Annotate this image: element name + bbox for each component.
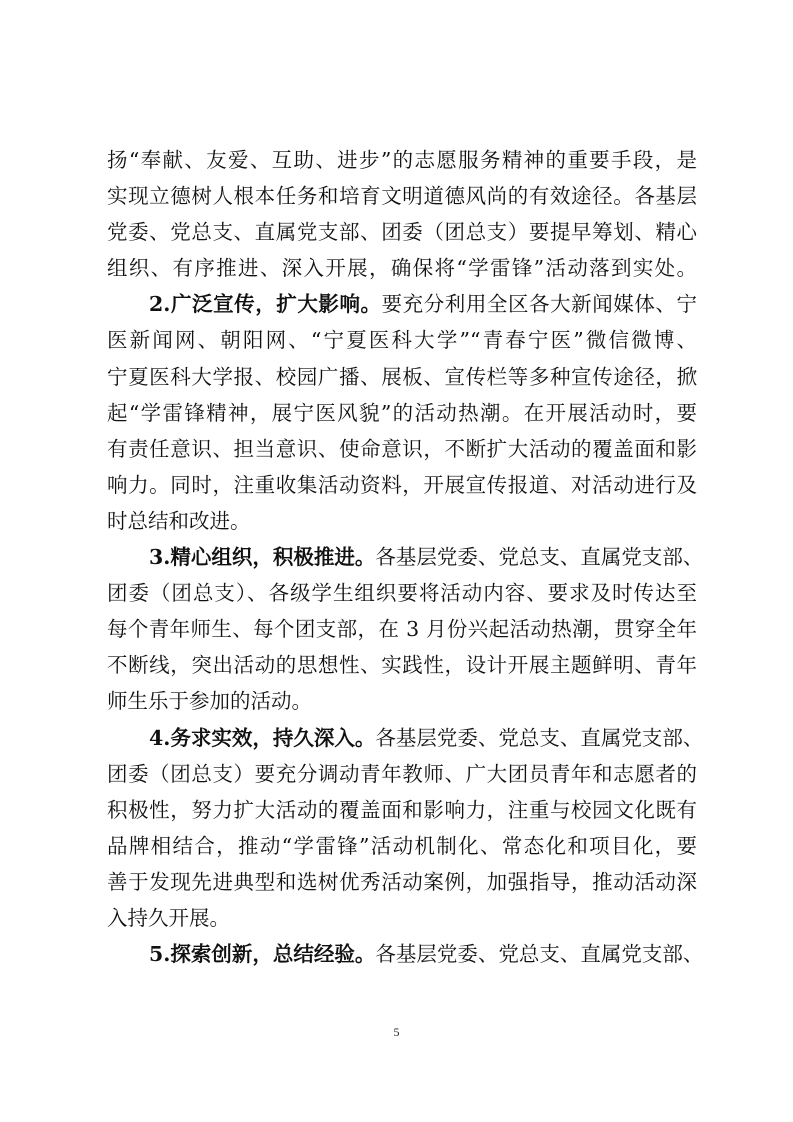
- line-text: 医新闻网、朝阳网、“宁夏医科大学”“青春宁医”微信微博、: [107, 328, 697, 353]
- text-line: [107, 178, 697, 214]
- line-text: 积极性，努力扩大活动的覆盖面和影响力，注重与校园文化既有: [107, 797, 697, 822]
- paragraph-5: [107, 936, 704, 972]
- page-number: 5: [393, 1025, 400, 1039]
- text-line: [107, 647, 697, 683]
- text-line: [107, 720, 704, 756]
- text-line: [107, 756, 697, 792]
- text-line: [107, 286, 697, 322]
- text-line: [107, 214, 697, 250]
- text-line: [107, 395, 697, 431]
- text-line: [107, 359, 697, 395]
- line-text: 各基层党委、党总支、直属党支部、: [375, 545, 704, 570]
- paragraph-4: [107, 720, 704, 937]
- paragraph-heading: 4.务求实效，持久深入。: [149, 725, 376, 750]
- text-line: [107, 250, 697, 286]
- text-line: [107, 611, 697, 647]
- line-text: 党委、党总支、直属党支部、团委（团总支）要提早筹划、精心: [107, 220, 697, 245]
- text-line: [107, 864, 697, 900]
- line-text: 每个青年师生、每个团支部，在 3 月份兴起活动热潮，贯穿全年: [107, 617, 697, 642]
- line-text: 组织、有序推进、深入开展，确保将“学雷锋”活动落到实处。: [107, 256, 697, 281]
- text-line: [107, 467, 697, 503]
- text-line: [107, 431, 697, 467]
- line-text: 要充分利用全区各大新闻媒体、宁: [381, 292, 698, 317]
- line-text: 起“学雷锋精神，展宁医风貌”的活动热潮。在开展活动时，要: [107, 400, 697, 425]
- text-line: [107, 503, 697, 539]
- text-line: [107, 792, 697, 828]
- paragraph-3: [107, 539, 704, 719]
- line-text: 团委（团总支）要充分调动青年教师、广大团员青年和志愿者的: [107, 761, 697, 786]
- line-text: 时总结和改进。: [107, 508, 251, 533]
- document-body: [107, 142, 704, 972]
- line-text: 团委（团总支）、各级学生组织要将活动内容、要求及时传达至: [107, 581, 697, 606]
- line-text: 入持久开展。: [107, 905, 230, 930]
- text-line: [107, 936, 704, 972]
- line-text: 不断线，突出活动的思想性、实践性，设计开展主题鲜明、青年: [107, 653, 697, 678]
- paragraph-heading: 3.精心组织，积极推进。: [149, 545, 376, 570]
- text-line: [107, 322, 697, 358]
- paragraph-2: [107, 286, 697, 539]
- paragraph-heading: 5.探索创新，总结经验。: [149, 942, 376, 967]
- line-text: 各基层党委、党总支、直属党支部、: [375, 942, 704, 967]
- line-text: 实现立德树人根本任务和培育文明道德风尚的有效途径。各基层: [107, 184, 697, 209]
- text-line: [107, 683, 697, 719]
- line-text: 宁夏医科大学报、校园广播、展板、宣传栏等多种宣传途径，掀: [107, 364, 697, 389]
- text-line: [107, 828, 697, 864]
- text-line: [107, 900, 697, 936]
- paragraph-1: [107, 142, 697, 286]
- text-line: [107, 539, 704, 575]
- line-text: 师生乐于参加的活动。: [107, 689, 312, 714]
- line-text: 扬“奉献、友爱、互助、进步”的志愿服务精神的重要手段，是: [107, 148, 697, 172]
- text-line: [107, 142, 697, 178]
- line-text: 响力。同时，注重收集活动资料，开展宣传报道、对活动进行及: [107, 472, 697, 497]
- line-text: 各基层党委、党总支、直属党支部、: [375, 725, 704, 750]
- text-line: [107, 575, 697, 611]
- line-text: 善于发现先进典型和选树优秀活动案例，加强指导，推动活动深: [107, 869, 697, 894]
- line-text: 品牌相结合，推动“学雷锋”活动机制化、常态化和项目化，要: [107, 833, 697, 858]
- paragraph-heading: 2.广泛宣传，扩大影响。: [149, 292, 382, 317]
- line-text: 有责任意识、担当意识、使命意识，不断扩大活动的覆盖面和影: [107, 436, 697, 461]
